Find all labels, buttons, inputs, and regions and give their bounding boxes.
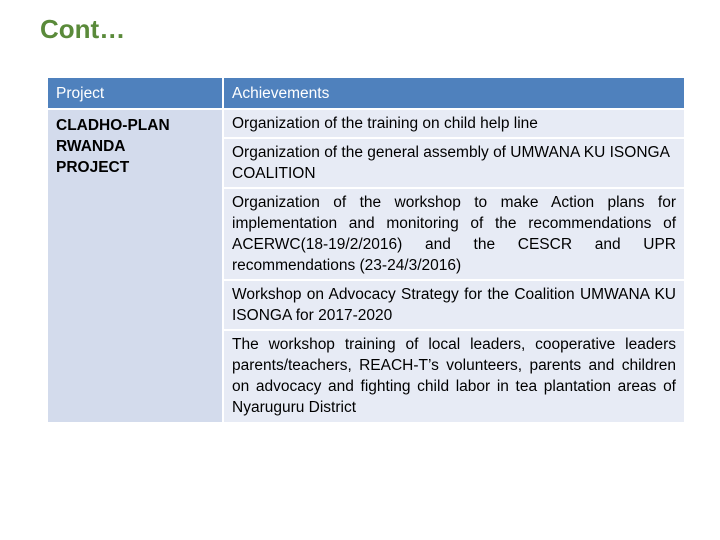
achievement-cell: Organization of the workshop to make Action plans for implementation and monitoring of the recommendations of ACERWC(18-19/2/2016) and the CESCR and UPR recommendations (23-24/3/2016)	[223, 188, 684, 280]
project-name: CLADHO-PLAN RWANDA PROJECT	[56, 117, 170, 176]
achievement-cell: Workshop on Advocacy Strategy for the Coalition UMWANA KU ISONGA for 2017-2020	[223, 280, 684, 330]
table-header-row	[48, 78, 684, 109]
slide-title: Cont…	[40, 14, 126, 44]
table-row	[48, 109, 684, 138]
column-header-project: Project	[48, 78, 223, 109]
column-header-achievements: Achievements	[223, 78, 684, 109]
project-name-cell	[48, 109, 223, 422]
achievement-cell: Organization of the general assembly of UMWANA KU ISONGA COALITION	[223, 138, 684, 188]
achievements-table	[48, 78, 684, 422]
achievement-cell: The workshop training of local leaders, cooperative leaders parents/teachers, REACH-T’s volunteers, parents and children on advocacy and fighting child labor in tea plantation areas of Nyaruguru District	[223, 330, 684, 422]
achievement-cell: Organization of the training on child help line	[223, 109, 684, 138]
